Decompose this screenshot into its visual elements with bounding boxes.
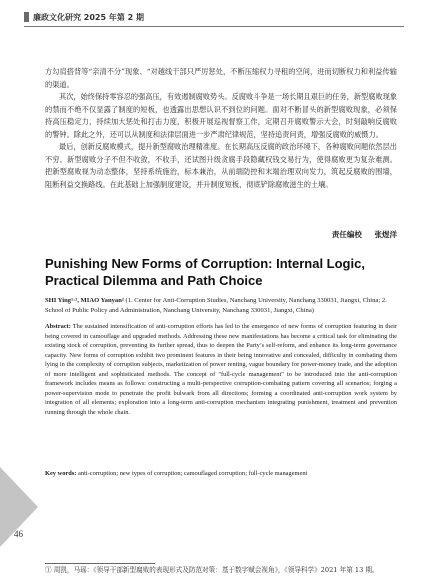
paragraph-3: 最后，创新反腐败模式，提升新型腐败治理精准度。在长期高压反腐的政治环境下，各种腐败问题依然层出不穷。新型腐败分子不但不收敛，不收手，还试图升级贪腐手段隐藏权钱交易行为，使得腐败更为复杂难测。把新型腐败视为动态整体，坚持系统施治，标本兼治，从前端防控和末端治理双向发力，筑起反腐败的围墙，阻断利益交换路线。在此基础上加强制度建设，并升制度短板，彻底铲除腐败滋生的土壤。 xyxy=(45,142,397,189)
body-text xyxy=(45,66,397,191)
editor-credit xyxy=(45,229,397,240)
editor-name: 张煜洋 xyxy=(374,230,397,239)
abstract-label: Abstract: xyxy=(45,323,71,330)
page-number: 46 xyxy=(14,529,23,539)
author-names: SHI Ying¹·², MIAO Yanyan² xyxy=(45,297,124,304)
paragraph-1: 方勾肩搭背等“亲清不分”现象、“对越线干部只严厉惩处，不断压缩权力寻租的空间，进而切断权力和利益传输的渠道。 xyxy=(45,67,397,89)
editor-label: 责任编校 xyxy=(331,230,362,239)
english-authors xyxy=(45,296,397,315)
journal-header: 廉政文化研究 2025 年第 2 期 xyxy=(33,13,144,22)
keywords-label: Key words: xyxy=(45,470,77,477)
english-title: Punishing New Forms of Corruption: Internal Logic, Practical Dilemma and Path Choice xyxy=(45,256,365,288)
header-rule xyxy=(24,26,404,27)
keywords-text: anti-corruption; new types of corruption; camouflaged corruption; full-cycle management xyxy=(78,470,308,477)
english-keywords xyxy=(45,469,397,479)
footnote-rule xyxy=(45,563,155,564)
paragraph-2: 其次，始终保持零容忍的强高压，有效遏制腐败势头。反腐败斗争是一场长期且艰巨的任务，新型腐败现象的禁而不绝不仅显露了制度的短板，也透露出思想认识不到位的问题。面对不断冒头的新型腐败现象，必须保持高压稳定力，持续加大惩处和打击力度，积极开展巡视督察工作，定期召开腐败警示大会，时刻敲响反腐败的警钟。除此之外，还可以从制度和法律层面进一步严肃纪律规范，坚持追责问责，增强反腐败的威慑力。 xyxy=(45,92,397,139)
header-marker xyxy=(24,12,29,22)
author-affiliations: (1. Center for Anti-Corruption Studies, Nanchang University, Nanchang 330031, Jiangxi, China; 2. School of Public Policy and Administration, Nanchang University, Nanchang 330031, Jiangxi, China) xyxy=(45,297,387,314)
english-abstract xyxy=(45,322,397,417)
abstract-text: The sustained intensification of anti-corruption efforts has led to the emergence of new forms of corruption featuring in their being covered in camouflage and upgraded methods. Addressing these new manifestations has become a critical task for eliminating the existing stock of corruption, preventing its further spread, thus to deepen the Party’s self-reform, and enhance its long-term governance capacity. New forms of corruption exhibit two prominent features in their being innovative and concealed, difficulty in combating them lying in the complexity of corruption subjects, marketization of power renting, vague boundary for power-money trade, and the adoption of more intelligent and sophisticated methods. The concept of "full-cycle management" to be introduced into the anti-corruption framework includes means as follows: constructing a multi-perspective corruption-combating pattern covering all scenarios; forging a power-supervision mode to penetrate the profit bulwark from all directions; forming a coordinated anti-corruption work system by integration of all elements; exploration into a long-term anti-corruption mechanism integrating punishment, treatment and prevention running through the whole chain. xyxy=(45,323,397,416)
footnote: ① 周凯，马瑶：《领导干部新型腐败的表现形式及防范对策：基于数字赋会视角》，《领导科学》2021 年第 13 期。 xyxy=(45,566,379,574)
